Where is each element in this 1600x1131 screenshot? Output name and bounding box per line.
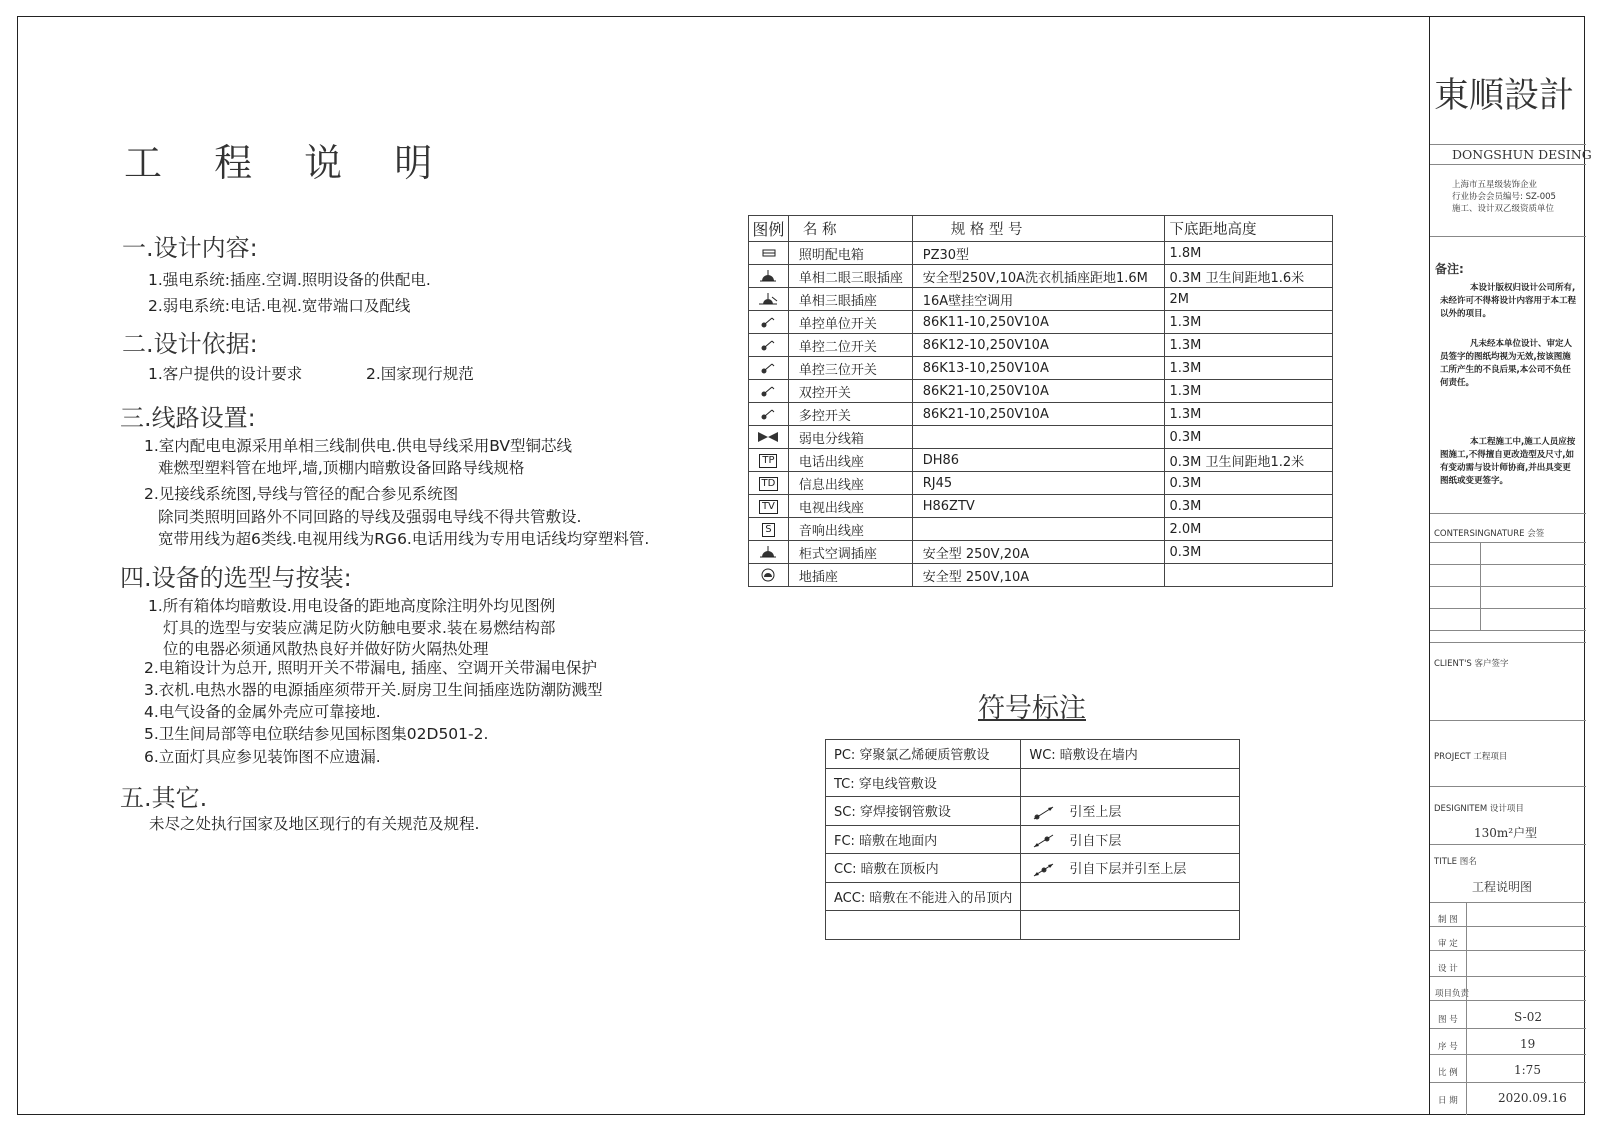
legend-symbol-cell (749, 265, 789, 288)
panel-icon (757, 246, 779, 261)
title-block (1429, 16, 1592, 1115)
symbol-description-cell (1021, 854, 1240, 883)
section-3-line: 难燃型塑料管在地坪,墙,顶棚内暗敷设备回路导线规格 (158, 459, 525, 477)
role-label: 项目负责 (1435, 989, 1470, 999)
legend-spec: RJ45 (912, 472, 1165, 495)
tv-icon: TV (759, 500, 778, 514)
notes-label: 备注: (1435, 262, 1464, 276)
symbol-code: ACC: 暗敷在不能进入的吊顶内 (826, 882, 1021, 911)
legend-symbol-cell (749, 472, 789, 495)
symbols-table (825, 739, 1240, 940)
legend-name: 电话出线座 (788, 449, 912, 472)
symbol-row (826, 882, 1240, 911)
legend-row (749, 357, 1333, 380)
legend-header-name: 名 称 (788, 216, 912, 242)
symbol-code: SC: 穿焊接钢管敷设 (826, 797, 1021, 826)
title-label: TITLE 图名 (1434, 857, 1477, 867)
section-2-line: 1.客户提供的设计要求 (148, 365, 303, 383)
field-label: 比 例 (1438, 1068, 1458, 1078)
legend-name: 音响出线座 (788, 518, 912, 541)
symbol-description-cell (1021, 768, 1240, 797)
legend-spec: 16A壁挂空调用 (912, 288, 1165, 311)
legend-height: 0.3M (1165, 541, 1333, 564)
legend-row (749, 518, 1333, 541)
symbol-code: CC: 暗敷在顶板内 (826, 854, 1021, 883)
section-2-line: 2.国家现行规范 (366, 365, 474, 383)
field-label: 序 号 (1438, 1042, 1458, 1052)
legend-symbol-cell (749, 311, 789, 334)
legend-spec: PZ30型 (912, 242, 1165, 265)
legend-header-icon: 图例 (749, 216, 789, 242)
td-icon: TD (759, 477, 779, 491)
legend-symbol-cell (749, 357, 789, 380)
legend-spec: 86K21-10,250V10A (912, 403, 1165, 426)
legend-name: 信息出线座 (788, 472, 912, 495)
legend-height: 2.0M (1165, 518, 1333, 541)
legend-row (749, 403, 1333, 426)
legend-height: 1.3M (1165, 403, 1333, 426)
symbols-title: 符号标注 (978, 693, 1086, 724)
section-3-line: 除同类照明回路外不同回路的导线及强弱电导线不得共管敷设. (158, 508, 582, 526)
legend-row (749, 311, 1333, 334)
legend-symbol-cell (749, 334, 789, 357)
page-title: 工 程 说 明 (124, 141, 453, 185)
company-info: 行业协会会员编号: SZ-005 (1452, 192, 1556, 202)
riser-up-icon (1029, 805, 1069, 820)
symbol-code: FC: 暗敷在地面内 (826, 825, 1021, 854)
legend-table (748, 215, 1333, 587)
legend-symbol-cell (749, 495, 789, 518)
section-4-line: 位的电器必须通风散热良好并做好防火隔热处理 (163, 640, 489, 658)
symbol-description-cell (1021, 882, 1240, 911)
section-4-line: 4.电气设备的金属外壳应可靠接地. (144, 703, 381, 721)
legend-symbol-cell (749, 426, 789, 449)
legend-height: 1.3M (1165, 357, 1333, 380)
legend-height: 0.3M 卫生间距地1.2米 (1165, 449, 1333, 472)
legend-row (749, 564, 1333, 587)
symbol-row (826, 740, 1240, 769)
legend-spec: 安全型 250V,20A (912, 541, 1165, 564)
symbol-description: WC: 暗敷设在墙内 (1029, 748, 1138, 764)
scale-value: 1:75 (1514, 1063, 1541, 1077)
section-4-line: 灯具的选型与安装应满足防火防触电要求.装在易燃结构部 (163, 619, 556, 637)
legend-spec (912, 518, 1165, 541)
legend-height: 1.8M (1165, 242, 1333, 265)
section-5-heading: 五.其它. (120, 784, 208, 812)
legend-spec: 86K12-10,250V10A (912, 334, 1165, 357)
title-value: 工程说明图 (1472, 880, 1533, 894)
section-3-line: 宽带用线为超6类线.电视用线为RG6.电话用线为专用电话线均穿塑料管. (158, 530, 650, 548)
legend-name: 单控三位开关 (788, 357, 912, 380)
company-info: 施工、设计双乙级资质单位 (1452, 204, 1555, 214)
symbol-row (826, 797, 1240, 826)
legend-name: 单相二眼三眼插座 (788, 265, 912, 288)
section-2-heading: 二.设计依据: (122, 330, 258, 358)
legend-height: 0.3M (1165, 426, 1333, 449)
legend-row (749, 426, 1333, 449)
legend-height: 0.3M (1165, 495, 1333, 518)
drawing-number: S-02 (1514, 1010, 1542, 1024)
note-3: 本工程施工中,施工人员应按图施工,不得擅自更改造型及尺寸,如有变动需与设计师协商,并出具变更图纸或变更签字。 (1440, 437, 1576, 486)
symbol-description: 引自下层 (1069, 833, 1122, 849)
sequence-number: 19 (1520, 1037, 1536, 1051)
legend-height (1165, 564, 1333, 587)
legend-spec: 安全型 250V,10A (912, 564, 1165, 587)
riser-down-icon (1029, 834, 1069, 849)
switch-icon (757, 361, 779, 376)
switch-icon (757, 338, 779, 353)
design-item-value: 130m²户型 (1474, 826, 1538, 840)
section-3-heading: 三.线路设置: (120, 404, 256, 432)
legend-row (749, 472, 1333, 495)
legend-symbol-cell (749, 242, 789, 265)
legend-height: 1.3M (1165, 380, 1333, 403)
legend-height: 1.3M (1165, 334, 1333, 357)
switch-icon (757, 384, 779, 399)
section-4-heading: 四.设备的选型与按装: (120, 564, 352, 592)
legend-spec (912, 426, 1165, 449)
note-2: 凡未经本单位设计、审定人员签字的图纸均视为无效,按该图施工所产生的不良后果,本公司不负任何责任。 (1440, 339, 1573, 388)
legend-row (749, 242, 1333, 265)
legend-row (749, 265, 1333, 288)
field-label: 图 号 (1438, 1015, 1458, 1025)
legend-name: 地插座 (788, 564, 912, 587)
legend-symbol-cell (749, 541, 789, 564)
role-label: 制 图 (1438, 915, 1458, 925)
socket-ac-icon (757, 292, 779, 307)
legend-height: 1.3M (1165, 311, 1333, 334)
section-1-line: 2.弱电系统:电话.电视.宽带端口及配线 (148, 297, 411, 315)
riser-both-icon (1029, 862, 1069, 877)
symbol-description-cell (1021, 911, 1240, 940)
client-label: CLIENT'S 客户签字 (1434, 659, 1509, 669)
legend-symbol-cell (749, 380, 789, 403)
field-label: 日 期 (1438, 1096, 1458, 1106)
symbol-code: PC: 穿聚氯乙烯硬质管敷设 (826, 740, 1021, 769)
legend-row (749, 449, 1333, 472)
design-item-label: DESIGNITEM 设计项目 (1434, 804, 1524, 814)
section-4-line: 5.卫生间局部等电位联结参见国标图集02D501-2. (144, 725, 489, 743)
legend-header-spec: 规 格 型 号 (912, 216, 1165, 242)
company-info: 上海市五星级装饰企业 (1452, 180, 1538, 190)
legend-row (749, 380, 1333, 403)
symbol-row (826, 911, 1240, 940)
symbol-description-cell (1021, 825, 1240, 854)
legend-name: 照明配电箱 (788, 242, 912, 265)
legend-height: 2M (1165, 288, 1333, 311)
floor-socket-icon (757, 568, 779, 583)
section-4-line: 3.衣机.电热水器的电源插座须带开关.厨房卫生间插座选防潮防溅型 (144, 681, 603, 699)
legend-header-row (749, 216, 1333, 242)
switch-icon (757, 407, 779, 422)
legend-spec: DH86 (912, 449, 1165, 472)
legend-name: 单控单位开关 (788, 311, 912, 334)
symbol-row (826, 854, 1240, 883)
section-3-line: 2.见接线系统图,导线与管径的配合参见系统图 (144, 485, 459, 503)
countersign-label: CONTERSINGNATURE 会签 (1434, 529, 1545, 539)
legend-spec: H86ZTV (912, 495, 1165, 518)
symbol-description: 引至上层 (1069, 805, 1122, 820)
socket-icon (757, 269, 779, 284)
section-1-heading: 一.设计内容: (122, 234, 258, 262)
bowtie-icon (755, 430, 781, 445)
tp-icon: TP (759, 454, 777, 468)
section-4-line: 6.立面灯具应参见装饰图不应遗漏. (144, 748, 381, 766)
role-label: 审 定 (1438, 939, 1458, 949)
legend-symbol-cell (749, 518, 789, 541)
legend-spec: 86K13-10,250V10A (912, 357, 1165, 380)
legend-symbol-cell (749, 449, 789, 472)
legend-spec: 86K11-10,250V10A (912, 311, 1165, 334)
section-4-line: 1.所有箱体均暗敷设.用电设备的距地高度除注明外均见图例 (148, 597, 556, 615)
legend-name: 弱电分线箱 (788, 426, 912, 449)
date-value: 2020.09.16 (1498, 1091, 1567, 1105)
section-3-line: 1.室内配电电源采用单相三线制供电.供电导线采用BV型铜芯线 (144, 437, 572, 455)
project-label: PROJECT 工程项目 (1434, 752, 1508, 762)
symbol-code (826, 911, 1021, 940)
legend-row (749, 288, 1333, 311)
symbol-code: TC: 穿电线管敷设 (826, 768, 1021, 797)
note-1: 本设计版权归设计公司所有,未经许可不得将设计内容用于本工程以外的项目。 (1440, 283, 1577, 319)
section-5-line: 未尽之处执行国家及地区现行的有关规范及规程. (149, 815, 480, 833)
legend-row (749, 495, 1333, 518)
symbol-row (826, 825, 1240, 854)
legend-height: 0.3M 卫生间距地1.6米 (1165, 265, 1333, 288)
legend-name: 电视出线座 (788, 495, 912, 518)
legend-row (749, 541, 1333, 564)
section-1-line: 1.强电系统:插座.空调.照明设备的供配电. (148, 271, 431, 289)
legend-symbol-cell (749, 403, 789, 426)
symbol-row (826, 768, 1240, 797)
company-en: DONGSHUN DESING (1452, 147, 1592, 162)
section-4-line: 2.电箱设计为总开, 照明开关不带漏电, 插座、空调开关带漏电保护 (144, 659, 597, 677)
legend-name: 多控开关 (788, 403, 912, 426)
role-label: 设 计 (1438, 964, 1458, 974)
switch-icon (757, 315, 779, 330)
symbol-description-cell (1021, 797, 1240, 826)
legend-spec: 安全型250V,10A洗衣机插座距地1.6M (912, 265, 1165, 288)
socket-icon (757, 545, 779, 560)
symbol-description-cell (1021, 740, 1240, 769)
symbol-description: 引自下层并引至上层 (1069, 862, 1187, 877)
legend-name: 双控开关 (788, 380, 912, 403)
company-logo: 東順設計 (1434, 76, 1575, 116)
legend-header-height: 下底距地高度 (1165, 216, 1333, 242)
legend-symbol-cell (749, 564, 789, 587)
legend-spec: 86K21-10,250V10A (912, 380, 1165, 403)
legend-symbol-cell (749, 288, 789, 311)
legend-row (749, 334, 1333, 357)
legend-height: 0.3M (1165, 472, 1333, 495)
legend-name: 单相三眼插座 (788, 288, 912, 311)
legend-name: 单控二位开关 (788, 334, 912, 357)
s-icon: S (762, 523, 774, 537)
legend-name: 柜式空调插座 (788, 541, 912, 564)
